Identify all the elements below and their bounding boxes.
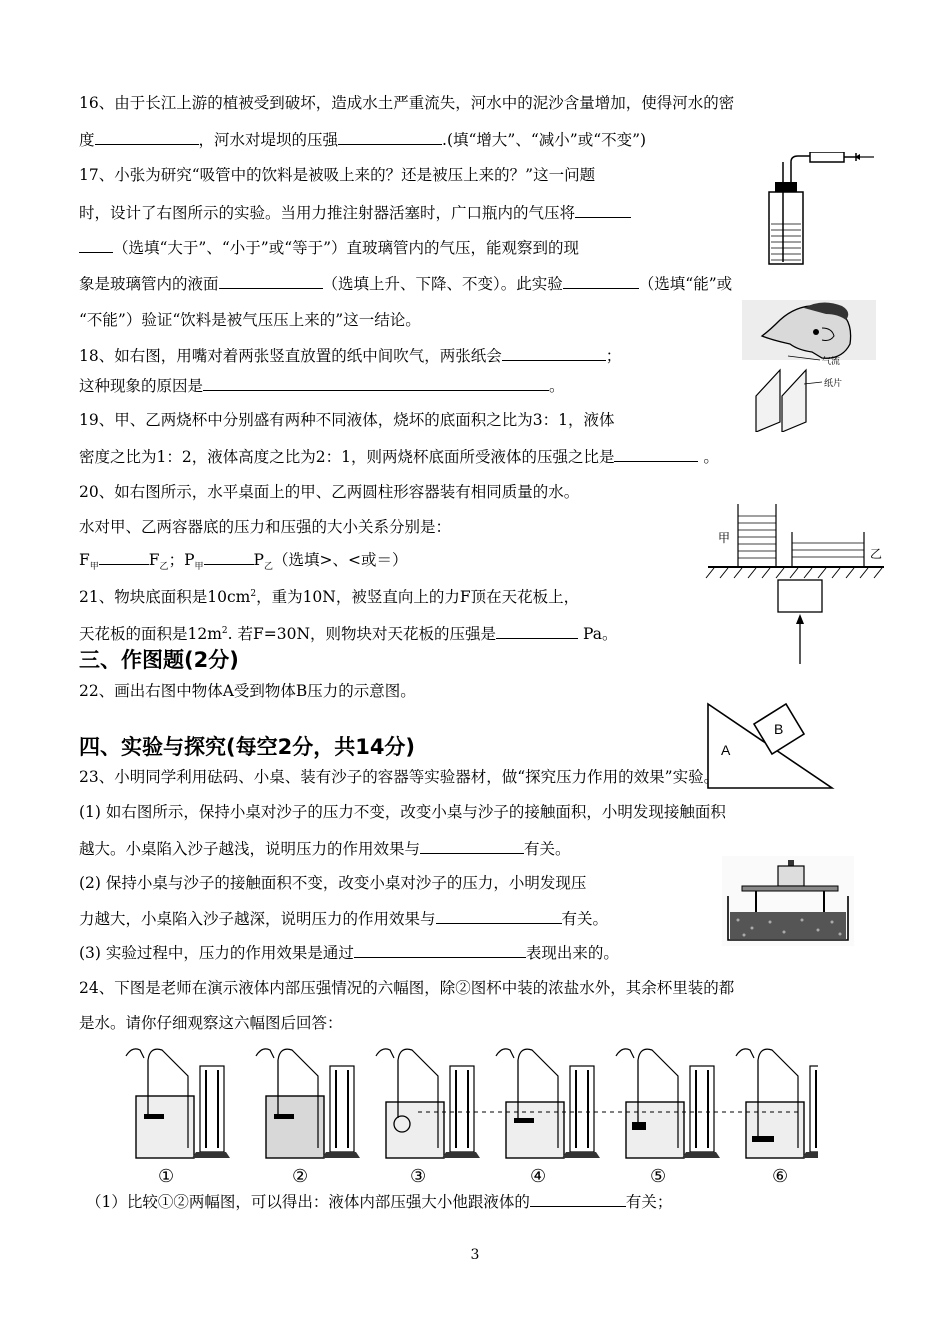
sand-table-figure: [722, 856, 854, 946]
q23-text-6a: (3) 实验过程中，压力的作用效果是通过: [79, 944, 354, 962]
q19-text-2-end: 。: [698, 448, 719, 466]
q18-text-1: 18、如右图，用嘴对着两张竖直放置的纸中间吹气，两张纸会: [79, 347, 502, 365]
q23-text-5a: 力越大，小桌陷入沙子越深，说明压力的作用效果与: [79, 910, 436, 928]
q20-tail: （选填>、<或＝）: [272, 551, 408, 569]
q20-p2: P: [253, 551, 264, 569]
q21-line1: [79, 584, 579, 607]
q21-text-1a: 21、物块底面积是10cm: [79, 588, 251, 607]
page-number: 3: [470, 1247, 480, 1263]
q18-text-1-end: ；: [605, 347, 622, 365]
q17-text-4c: （选填“能”或: [638, 275, 733, 293]
q17-line2: [79, 202, 631, 223]
demo-3: [376, 1049, 480, 1158]
q17-line5: “不能”）验证“饮料是被气压压上来的”这一结论。: [79, 311, 421, 329]
q20-f1: F: [79, 551, 90, 569]
q18-blank-reason[interactable]: [203, 375, 549, 391]
demo-label-3: ③: [410, 1166, 427, 1187]
demo-label-2: ②: [292, 1166, 309, 1187]
q23-line5: [79, 908, 608, 929]
label-air: 气流: [822, 357, 841, 367]
q21-text-2b: . 若F=30N，则物块对天花板的压强是: [227, 625, 497, 644]
containers-block-figure: [704, 500, 888, 668]
q20-sep: ；: [168, 551, 185, 569]
q16-line1: 16、由于长江上游的植被受到破坏，造成水土严重流失，河水中的泥沙含量增加，使得河水的密: [79, 94, 735, 112]
demo-label-5: ⑤: [650, 1166, 667, 1187]
q17-line4: [79, 273, 732, 294]
q17-blank-level[interactable]: [219, 273, 323, 289]
q18-line2: [79, 375, 565, 396]
q18-line1: [79, 345, 621, 366]
q16-text-a: 度: [79, 131, 95, 149]
syringe-bottle-figure: [764, 152, 876, 268]
q23-text-3a: 越大。小桌陷入沙子越浅，说明压力的作用效果与: [79, 840, 421, 858]
q23-text-3b: 有关。: [524, 840, 571, 858]
q16-text-c: .(填“增大”、“减小”或“不变”): [442, 131, 647, 149]
q17-text-2: 时，设计了右图所示的实验。当用力推注射器活塞时，广口瓶内的气压将: [79, 204, 576, 222]
q19-line1: 19、甲、乙两烧杯中分别盛有两种不同液体，烧坏的底面积之比为3：1，液体: [79, 411, 615, 429]
q24-line1: 24、下图是老师在演示液体内部压强情况的六幅图，除②图杯中装的浓盐水外，其余杯里装的都: [79, 979, 735, 997]
q17-line3: [79, 237, 579, 258]
demo-label-1: ①: [158, 1166, 175, 1187]
q16-line2: [79, 129, 646, 150]
incline-ab-figure: [704, 700, 836, 792]
demo-6: [736, 1049, 818, 1158]
q23-text-5b: 有关。: [561, 910, 609, 928]
q16-blank-density[interactable]: [95, 129, 199, 145]
q18-text-2: 这种现象的原因是: [79, 377, 204, 395]
demo-2: [256, 1049, 360, 1158]
q17-text-4b: （选填上升、下降、不变）。此实验: [322, 275, 563, 293]
q24-blank-density[interactable]: [530, 1191, 626, 1207]
demo-1: [126, 1049, 230, 1158]
blowing-paper-figure: [742, 300, 876, 432]
section-4-heading: 四、实验与探究(每空2分，共14分): [79, 735, 416, 759]
label-paper: 纸片: [824, 379, 843, 389]
label-b: B: [774, 721, 784, 737]
q18-text-2-end: 。: [549, 377, 565, 395]
q24-sub1: [86, 1191, 672, 1212]
q20-sub-jia-1: 甲: [89, 562, 99, 573]
q20-sub-yi-1: 乙: [159, 562, 169, 573]
q18-blank-paper[interactable]: [502, 345, 606, 361]
q24-line2: 是水。请你仔细观察这六幅图后回答：: [79, 1014, 343, 1032]
q23-line2: (1) 如右图所示，保持小桌对沙子的压力不变，改变小桌与沙子的接触面积，小明发现接触面积: [79, 803, 726, 821]
section-3-heading: 三、作图题(2分): [79, 648, 239, 672]
q21-sup-1: 2: [250, 589, 257, 599]
q23-line4: (2) 保持小桌与沙子的接触面积不变，改变小桌对沙子的压力，小明发现压: [79, 874, 587, 892]
q21-blank-pressure[interactable]: [496, 623, 578, 639]
label-jia: 甲: [718, 531, 731, 545]
q17-blank-pressure-a[interactable]: [575, 202, 631, 218]
q23-blank-effect[interactable]: [354, 942, 526, 958]
q20-f2: F: [148, 551, 160, 569]
demo-label-6: ⑥: [772, 1166, 789, 1187]
q21-text-2a: 天花板的面积是12m: [79, 625, 222, 644]
q21-line2: [79, 621, 617, 644]
q24-sub1-text-b: 有关；: [625, 1193, 673, 1211]
q20-line3: [79, 549, 407, 577]
q17-line1: 17、小张为研究“吸管中的饮料是被吸上来的？还是被压上来的？”这一问题: [79, 166, 596, 184]
q21-text-2c: Pa。: [578, 625, 618, 644]
q20-p1: P: [184, 551, 195, 569]
q19-text-2: 密度之比为1：2，液体高度之比为2：1，则两烧杯底面所受液体的压强之比是: [79, 448, 615, 466]
q24-sub1-text-a: （1）比较①②两幅图，可以得出：液体内部压强大小他跟液体的: [86, 1193, 530, 1211]
q23-blank-force[interactable]: [436, 908, 562, 924]
q23-line3: [79, 838, 571, 859]
q20-sub-yi-2: 乙: [263, 562, 273, 573]
label-yi: 乙: [870, 547, 883, 561]
label-a: A: [721, 742, 731, 758]
q23-text-6b: 表现出来的。: [525, 944, 619, 962]
demo-5: [616, 1049, 720, 1158]
q17-text-4a: 象是玻璃管内的液面: [79, 275, 219, 293]
q19-line2: [79, 446, 719, 467]
q23-line6: [79, 942, 619, 963]
q20-sub-jia-2: 甲: [194, 562, 204, 573]
q17-blank-can[interactable]: [563, 273, 639, 289]
q21-text-1b: ，重为10N，被竖直向上的力F顶在天花板上，: [256, 588, 580, 607]
q21-sup-2: 2: [221, 626, 228, 636]
q22-line1: 22、画出右图中物体A受到物体B压力的示意图。: [79, 682, 416, 700]
q23-line1: 23、小明同学利用砝码、小桌、装有沙子的容器等实验器材，做“探究压力作用的效果”实验。: [79, 768, 720, 786]
q20-blank-force[interactable]: [99, 549, 149, 565]
q17-blank-pressure-b[interactable]: [79, 237, 113, 253]
q17-text-3: （选填“大于”、“小于”或“等于”）直玻璃管内的气压，能观察到的现: [113, 239, 580, 257]
q20-line2: 水对甲、乙两容器底的压力和压强的大小关系分别是：: [79, 518, 452, 536]
q20-line1: 20、如右图所示，水平桌面上的甲、乙两圆柱形容器装有相同质量的水。: [79, 483, 580, 501]
q16-blank-pressure[interactable]: [338, 129, 442, 145]
q23-blank-area[interactable]: [420, 838, 524, 854]
manometer-six-figure: [118, 1036, 818, 1188]
q19-blank-ratio[interactable]: [614, 446, 698, 462]
demo-label-4: ④: [530, 1166, 547, 1187]
q20-blank-pressure[interactable]: [204, 549, 254, 565]
q16-text-b: ，河水对堤坝的压强: [198, 131, 339, 149]
demo-4: [496, 1049, 600, 1158]
